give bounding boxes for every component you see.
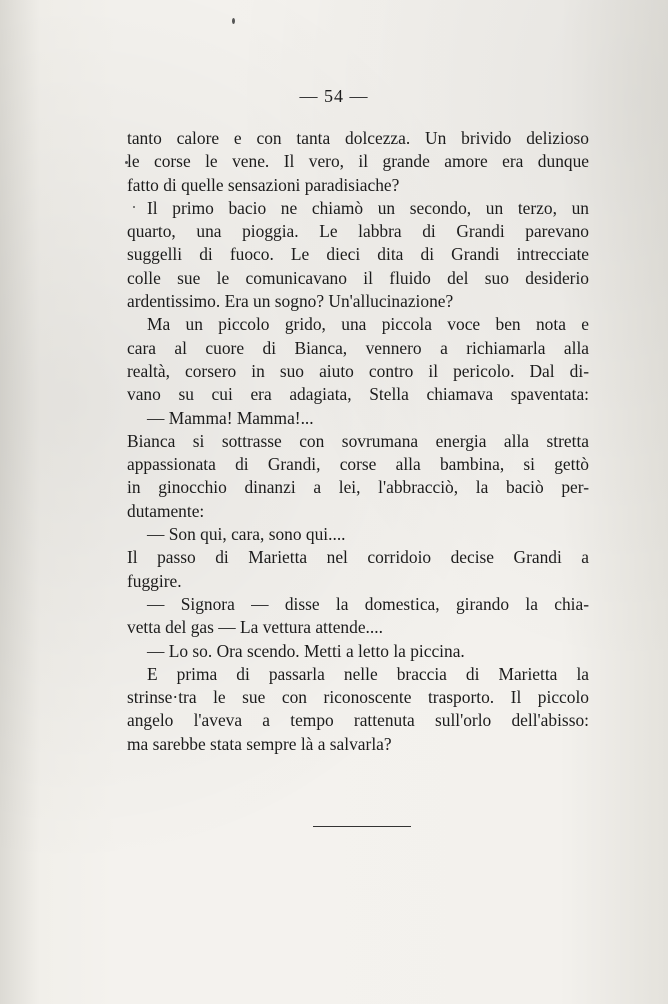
text-line: vetta del gas — La vettura attende.... <box>127 617 383 638</box>
text-line: appassionata di Grandi, corse alla bambina, si gettò <box>127 454 589 475</box>
text-line: realtà, corsero in suo aiuto contro il pericolo. Dal di- <box>127 360 589 381</box>
text-line: — Signora — disse la domestica, girando la chia- <box>147 593 589 614</box>
text-line: — Mamma! Mamma!... <box>147 407 314 428</box>
text-line: E prima di passarla nelle braccia di Marietta la <box>147 663 589 684</box>
text-line: fuggire. <box>127 570 182 591</box>
text-line: quarto, una pioggia. Le labbra di Grandi parevano <box>127 221 589 242</box>
text-line: le corse le vene. Il vero, il grande amore era dunque <box>127 151 589 172</box>
text-line: Bianca si sottrasse con sovrumana energia alla stretta <box>127 430 589 451</box>
text-line: in ginocchio dinanzi a lei, l'abbracciò, la baciò per- <box>127 477 589 498</box>
text-line: fatto di quelle sensazioni paradisiache? <box>127 174 400 195</box>
text-line: ardentissimo. Era un sogno? Un'allucinazione? <box>127 291 454 312</box>
text-line: Ma un piccolo grido, una piccola voce ben nota e <box>147 314 589 335</box>
text-line: colle sue le comunicavano il fluido del suo desiderio <box>127 267 589 288</box>
text-line: tanto calore e con tanta dolcezza. Un brivido delizioso <box>127 128 589 148</box>
text-line: vano su cui era adagiata, Stella chiamava spaventata: <box>127 384 589 405</box>
text-line: ma sarebbe stata sempre là a salvarla? <box>127 733 392 754</box>
ink-speck <box>232 18 235 24</box>
text-line: strinse·tra le sue con riconoscente trasporto. Il piccolo <box>127 687 589 708</box>
text-line: Il primo bacio ne chiamò un secondo, un terzo, un <box>147 197 589 218</box>
text-line: Il passo di Marietta nel corridoio decise Grandi a <box>127 547 589 568</box>
text-line: cara al cuore di Bianca, vennero a richiamarla alla <box>127 337 589 358</box>
text-line: angelo l'aveva a tempo rattenuta sull'orlo dell'abisso: <box>127 710 589 731</box>
end-rule <box>313 826 411 827</box>
text-line: — Lo so. Ora scendo. Metti a letto la piccina. <box>147 640 465 661</box>
page-number: — 54 — <box>299 86 369 106</box>
text-line: — Son qui, cara, sono qui.... <box>147 524 346 545</box>
text-line: dutamente: <box>127 500 205 521</box>
body-text <box>127 127 589 756</box>
text-line: suggelli di fuoco. Le dieci dita di Grandi intrecciate <box>127 244 589 265</box>
